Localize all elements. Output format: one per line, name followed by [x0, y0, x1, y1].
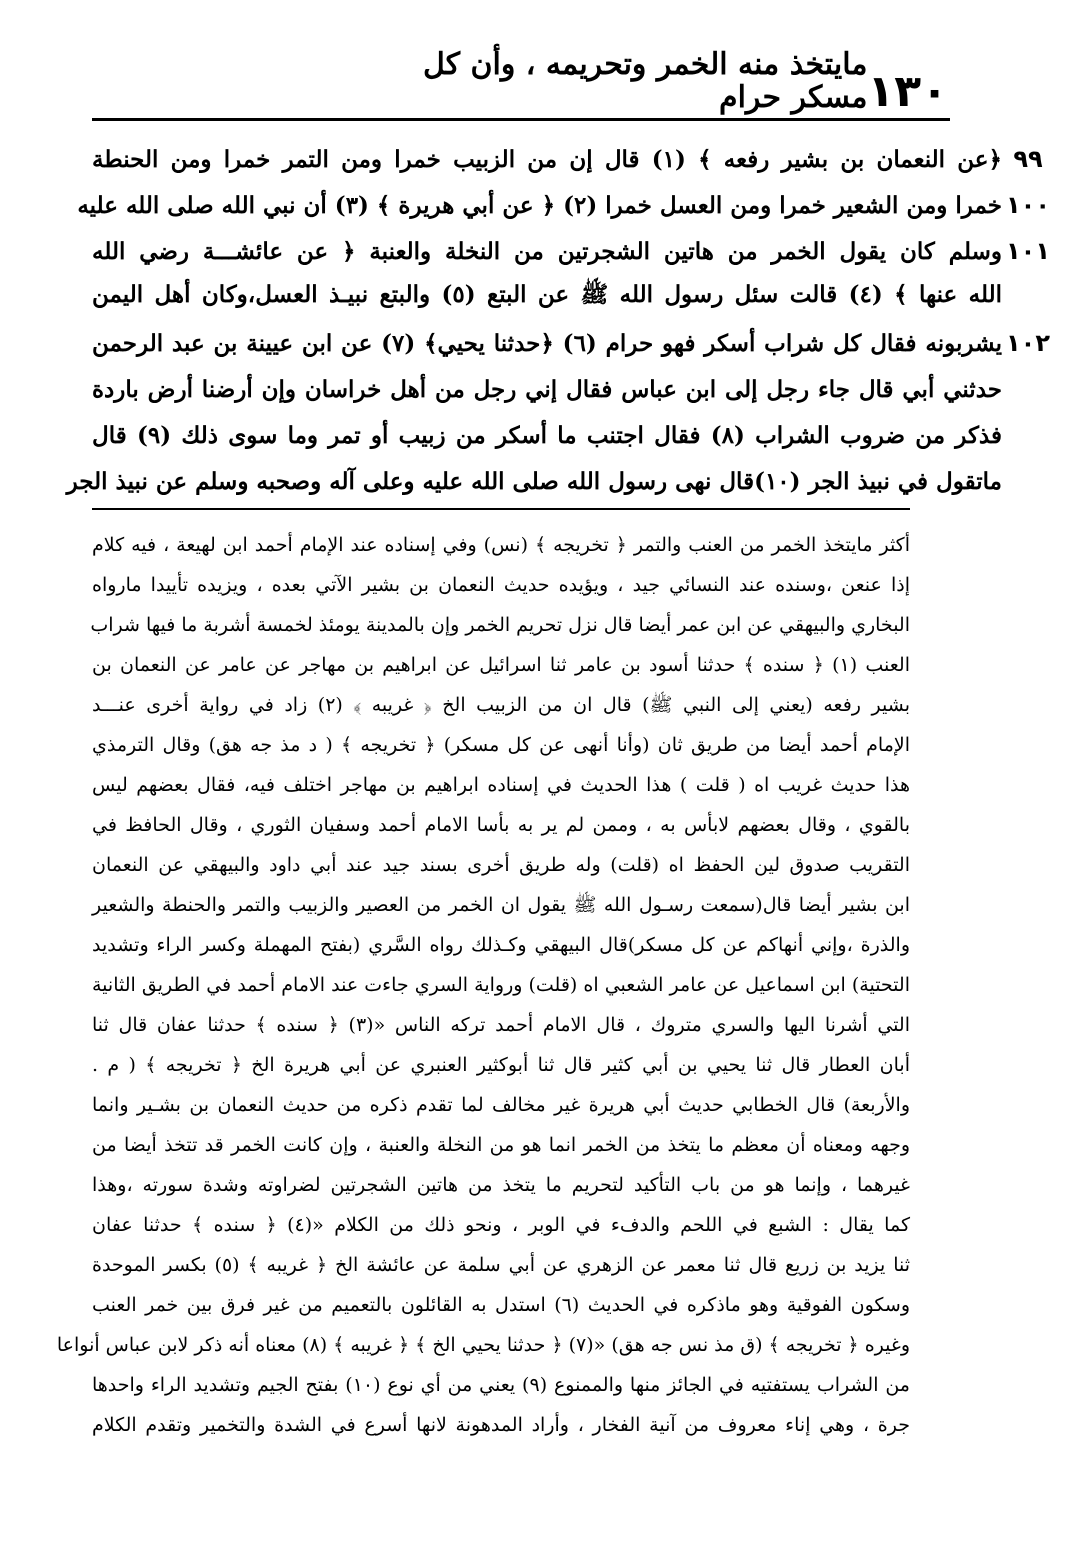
footnote-line: إذا عنعن ،وسنده عند النسائي جيد ، ويؤيده حديث النعمان بن بشير الآتي بعده ، ويزيده تأييدا مارواه — [92, 574, 910, 596]
footnote-line: هذا حديث غريب اه ( قلت ) هذا الحديث في إسناده ابراهيم بن مهاجر اختلف فيه، فقال بعضهم ليس — [92, 774, 910, 796]
running-title: مايتخذ منه الخمر وتحريمه ، وأن كل مسكر حرام — [423, 47, 868, 115]
main-line — [92, 324, 1054, 362]
main-line-text: خمرا ومن الشعير خمرا ومن العسل خمرا (٢) ﴿ عن أبي هريرة ﴾ (٣) أن نبي الله صلى الله عليه — [77, 191, 1002, 219]
main-line-text: وسلم كان يقول الخمر من هاتين الشجرتين من النخلة والعنبة ﴿ عن عائشـــة رضي الله — [92, 237, 1002, 265]
main-line-text: حدثني أبي قال جاء رجل إلى ابن عباس فقال إني رجل من أهل خراسان وإن أرضنا أرض باردة — [92, 375, 1002, 403]
main-line-text: الله عنها ﴾ (٤) قالت سئل رسول الله ﷺ عن البتع (٥) والبتع نبيـذ العسل،وكان أهل اليمن — [92, 281, 1002, 308]
hadith-number: ١٠١ — [1006, 237, 1050, 265]
main-line — [77, 186, 1054, 224]
footnote-line: كما يقال : الشبع في اللحم والدفء في الوبر ، ونحو ذلك من الكلام «(٤) ﴿ سنده ﴾ حدثنا عفان — [92, 1214, 910, 1236]
main-line-text: فذكر من ضروب الشراب (٨) فقال اجتنب ما أسكر من زبيب أو تمر وما سوى ذلك (٩) قال — [92, 421, 1002, 449]
main-line — [92, 416, 1054, 454]
main-line — [66, 462, 1054, 500]
footnote-line: والذرة ،وإني أنهاكم عن كل مسكر)قال البيهقي وكـذلك رواه السَّري (بفتح المهملة وكسر الراء وتشديد — [92, 934, 910, 956]
main-line-text: ﴿عن النعمان بن بشير رفعه ﴾ (١) قال إن من الزبيب خمرا ومن التمر خمرا ومن الحنطة — [92, 145, 1002, 173]
footnote-line: ثنا يزيد بن زريع قال ثنا معمر عن الزهري عن أبي سلمة عن عائشة الخ ﴿ غريبه ﴾ (٥) بكسر الموحدة — [92, 1254, 910, 1276]
main-line — [92, 278, 1054, 316]
footnote-line: والأربعة) قال الخطابي حديث أبي هريرة غير مخالف لما تقدم ذكره من حديث النعمان بن بشـير وانما — [92, 1094, 910, 1116]
main-line — [92, 370, 1054, 408]
footnote-rule — [92, 508, 910, 510]
footnote-line: بشير رفعه (يعني إلى النبي ﷺ) قال ان من الزبيب الخ ﴿ غريبه ﴾ (٢) زاد في رواية أخرى عنـــد — [92, 694, 910, 716]
hadith-number: ١٠٢ — [1006, 329, 1050, 357]
footnote-line: جرة ، وهي إناء معروف من آنية الفخار ، وأراد المدهونة لانها أسرع في الشدة والتخمير وتقدم الكلام — [92, 1414, 910, 1436]
hadith-number: ١٠٠ — [1006, 191, 1050, 219]
footnote-line: أكثر مايتخذ الخمر من العنب والتمر ﴿ تخريجه ﴾ (نس) وفي إسناده عند الإمام أحمد ابن لهيعة ، فيه كلام — [92, 534, 910, 556]
footnote-line: أبان العطار قال ثنا يحيي بن أبي كثير قال ثنا أبوكثير العنبري عن أبي هريرة الخ ﴿ تخريجه ﴾ ( م . — [92, 1054, 910, 1076]
main-line — [92, 232, 1054, 270]
main-line — [92, 140, 1054, 178]
page-number: ١٣٠ — [867, 66, 948, 117]
footnote-line: وجهه ومعناه أن معظم ما يتخذ من الخمر انما هو من النخلة والعنبة ، وإن كانت الخمر قد تتخذ أيضا من — [92, 1134, 910, 1156]
footnote-line: ابن بشير أيضا قال(سمعت رسـول الله ﷺ يقول ان الخمر من العصير والزبيب والتمر والحنطة والشعير — [92, 894, 910, 916]
footnote-line: التحتية) ابن اسماعيل عن عامر الشعبي اه (قلت) ورواية السري جاءت عند الامام أحمد في الطريق الثانية — [92, 974, 910, 996]
footnote-line: العنب (١) ﴿ سنده ﴾ حدثنا أسود بن عامر ثنا اسرائيل عن ابراهيم بن مهاجر عن عامر عن النعمان بن — [92, 654, 911, 676]
footnote-line: التي أشرنا اليها والسري متروك ، قال الامام أحمد تركه الناس «(٣) ﴿ سنده ﴾ حدثنا عفان قال ثنا — [92, 1014, 910, 1036]
footnote-line: وسكون الفوقية وهو ماذكره في الحديث (٦) استدل به القائلون بالتعميم من غير فرق بين خمر العنب — [92, 1294, 911, 1316]
footnote-line: البخاري والبيهقي عن ابن عمر أيضا قال نزل تحريم الخمر وإن بالمدينة يومئذ لخمسة أشربة ما فيها شراب — [90, 614, 910, 636]
footnote-line: من الشراب يستفتيه في الجائز منها والممنوع (٩) يعني من أي نوع (١٠) بفتح الجيم وتشديد الراء واحدها — [92, 1374, 910, 1396]
main-line-text: ماتقول في نبيذ الجر (١٠)قال نهى رسول الله صلى الله عليه وعلى آله وصحبه وسلم عن نبيذ الجر — [66, 467, 1002, 495]
header-rule — [92, 118, 950, 121]
footnote-line: التقريب صدوق لين الحفظ اه (قلت) وله طريق أخرى بسند جيد عند أبي داود والبيهقي عن النعمان — [92, 854, 910, 876]
footnote-line: الإمام أحمد أيضا من طريق ثان (وأنا أنهى عن كل مسكر) ﴿ تخريجه ﴾ ( د مذ جه هق) وقال الترمذي — [92, 734, 910, 756]
footnote-line: بالقوي ، وقال بعضهم لابأس به ، وممن لم ير به بأسا الامام أحمد وسفيان الثوري ، وقال الحافظ في — [92, 814, 910, 836]
page-header — [92, 47, 948, 117]
hadith-number: ٩٩ — [1013, 145, 1043, 173]
footnote-line: غيرهما ، وإنما هو من باب التأكيد لتحريم ما يتخذ من هاتين الشجرتين لضراوته وشدة سورته ،وهذا — [92, 1174, 910, 1196]
footnote-line: وغيره ﴿ تخريجه ﴾ (ق مذ نس جه هق) «(٧) ﴿ حدثنا يحيي الخ ﴾ ﴿ غريبه ﴾ (٨) معناه أنه ذكر لابن عباس أنواعا — [56, 1334, 910, 1356]
main-line-text: يشربونه فقال كل شراب أسكر فهو حرام (٦) ﴿حدثنا يحيي﴾ (٧) عن ابن عيينة بن عبد الرحمن — [92, 329, 1002, 357]
